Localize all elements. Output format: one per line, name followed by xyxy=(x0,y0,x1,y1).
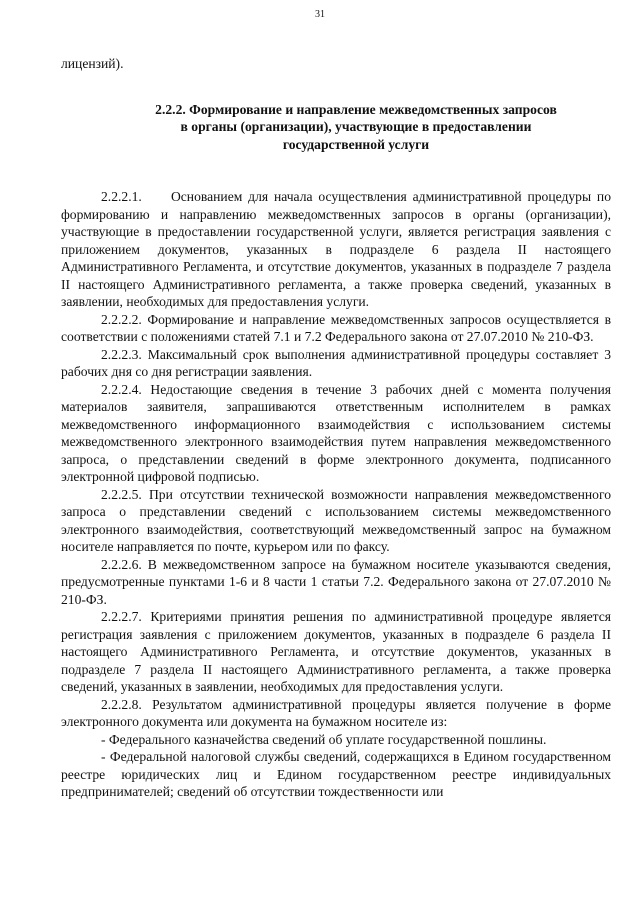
paragraph-2-2-2-1: 2.2.2.1. Основанием для начала осуществления административной процедуры по формированию и направлению межведомственных запросов в органы (организации), участвующие в предоставлении государственной услуги, является регистрация заявления с приложением документов, указанных в подразделе 6 раздела II настоящего Административного Регламента, и отсутствие документов, указанных в подразделе 7 раздела II настоящего Административного регламента, а также проверка сведений, указанных в заявлении, необходимых для предоставления услуги. xyxy=(61,189,611,309)
document-body xyxy=(61,55,611,801)
section-heading xyxy=(61,101,611,154)
paragraph-2-2-2-5: 2.2.2.5. При отсутствии технической возможности направления межведомственного запроса о представлении сведений с использованием системы межведомственного электронного взаимодействия, соответствующий межведомственный запрос на бумажном носителе направляется по почте, курьером или по факсу. xyxy=(61,486,611,554)
section-heading-line: государственной услуги xyxy=(282,136,430,152)
list-item-treasury: - Федерального казначейства сведений об уплате государственной пошлины. xyxy=(101,731,547,747)
paragraph-2-2-2-4: 2.2.2.4. Недостающие сведения в течение 3 рабочих дней с момента получения материалов заявителя, запрашиваются ответственным исполнителем в рамках межведомственного информационного взаимодействия с использованием системы межведомственного электронного взаимодействия путем направления межведомственного запроса, о представлении сведений в форме электронного документа, подписанного электронной цифровой подписью. xyxy=(61,381,611,484)
section-heading-line: в органы (организации), участвующие в предоставлении xyxy=(180,119,532,134)
section-heading-line: 2.2.2. Формирование и направление межведомственных запросов xyxy=(155,101,557,117)
page-number: 31 xyxy=(315,9,325,20)
paragraph-2-2-2-6: 2.2.2.6. В межведомственном запросе на бумажном носителе указываются сведения, предусмотренные пунктами 1-6 и 8 части 1 статьи 7.2. Федерального закона от 27.07.2010 № 210-ФЗ. xyxy=(61,556,611,607)
paragraph-2-2-2-2: 2.2.2.2. Формирование и направление межведомственных запросов осуществляется в соответствии с положениями статей 7.1 и 7.2 Федерального закона от 27.07.2010 № 210-ФЗ. xyxy=(61,311,611,344)
paragraph-2-2-2-7: 2.2.2.7. Критериями принятия решения по административной процедуре является регистрация заявления с приложением документов, указанных в подразделе 6 раздела II настоящего Административного Регламента, и отсутствие документов, указанных в подразделе 7 раздела II настоящего Административного регламента, а также проверка сведений, указанных в заявлении, необходимых для предоставления услуги. xyxy=(61,609,611,694)
continuation-text: лицензий). xyxy=(61,56,124,71)
list-item-tax-service: - Федеральной налоговой службы сведений, содержащихся в Едином государственном реестре юридических лиц и Едином государственном реестре индивидуальных предпринимателей; сведений об отсутствии тождественности или xyxy=(61,749,611,799)
paragraph-2-2-2-3: 2.2.2.3. Максимальный срок выполнения административной процедуры составляет 3 рабочих дня со дня регистрации заявления. xyxy=(61,346,611,379)
paragraph-2-2-2-8: 2.2.2.8. Результатом административной процедуры является получение в форме электронного документа или документа на бумажном носителе из: xyxy=(61,696,611,729)
